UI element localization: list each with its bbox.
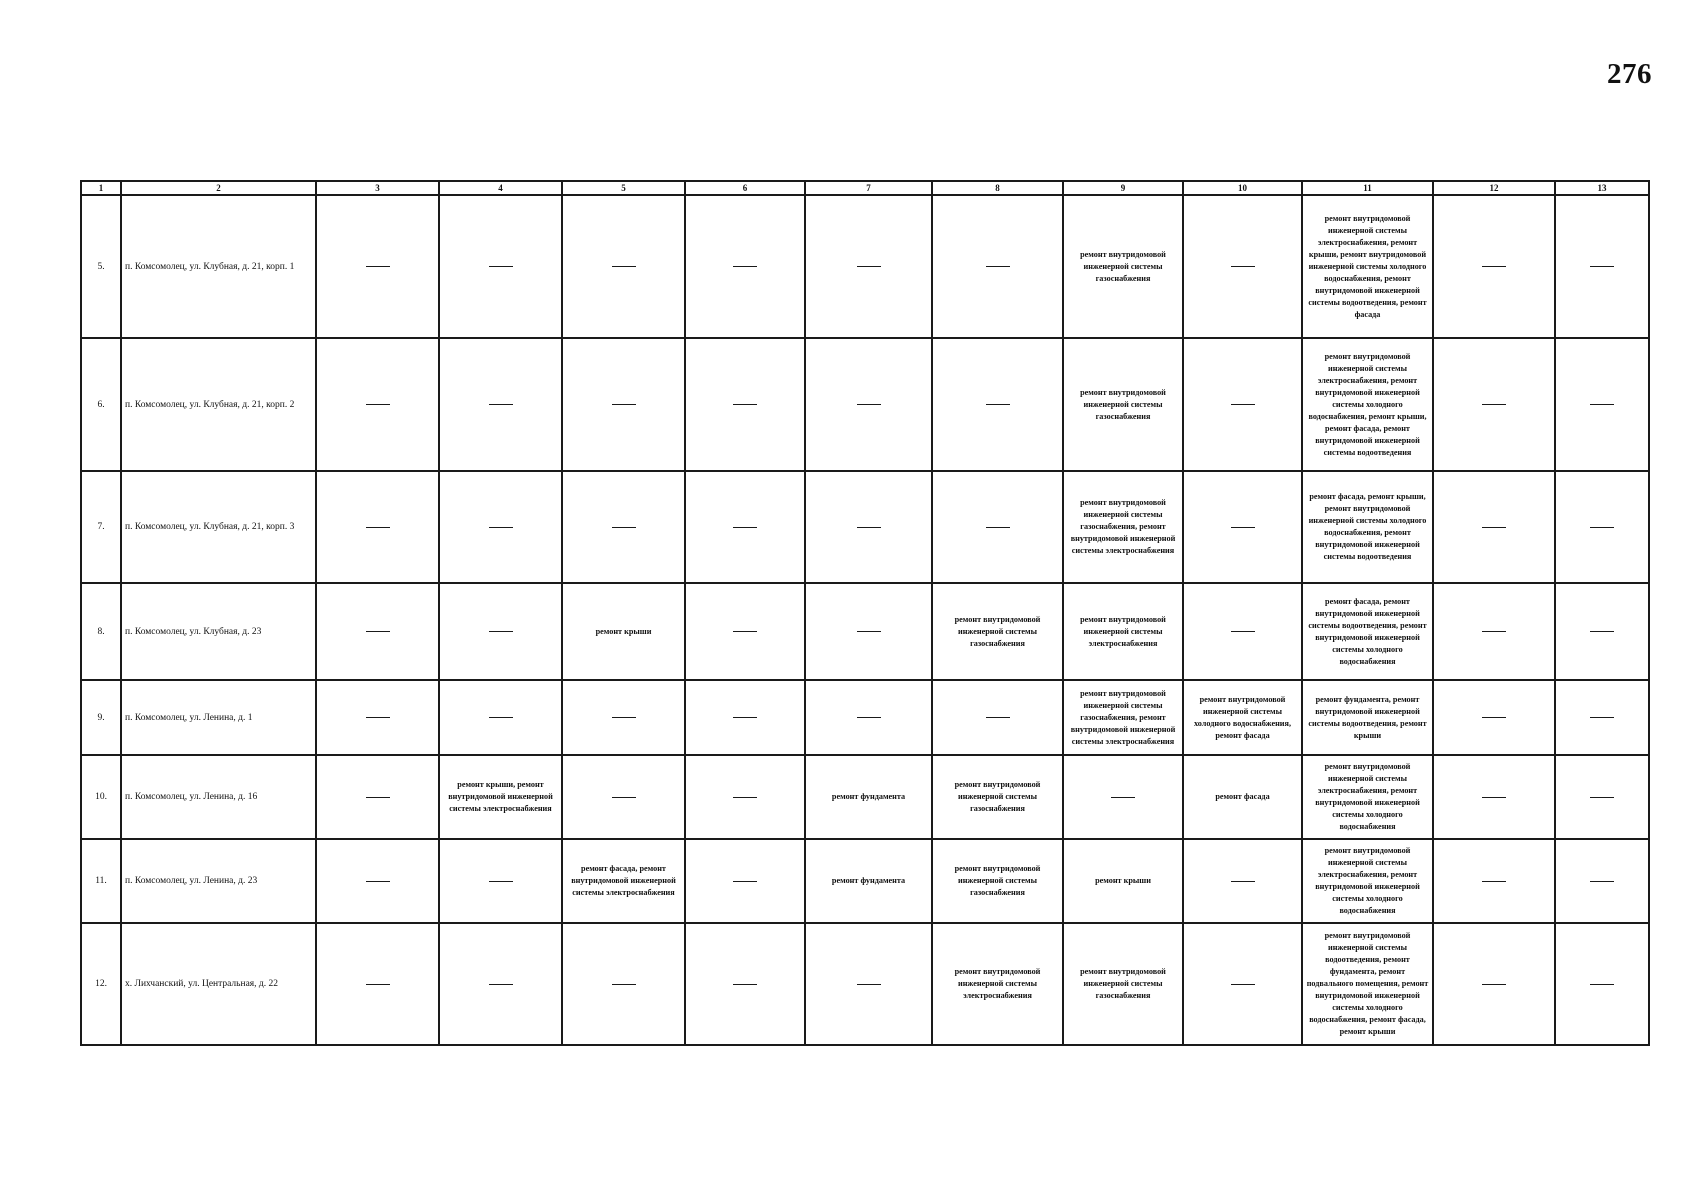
dash-mark — [489, 266, 513, 267]
address-cell: п. Комсомолец, ул. Клубная, д. 21, корп. 3 — [121, 471, 316, 583]
dash-mark — [1482, 797, 1506, 798]
empty-cell — [439, 583, 562, 680]
row-number: 9. — [81, 680, 121, 755]
dash-mark — [1111, 797, 1135, 798]
dash-mark — [1482, 527, 1506, 528]
empty-cell — [805, 338, 932, 471]
dash-mark — [366, 266, 390, 267]
empty-cell — [562, 680, 685, 755]
empty-cell — [1183, 195, 1302, 338]
dash-mark — [1482, 984, 1506, 985]
column-number: 3 — [316, 181, 439, 195]
empty-cell — [1555, 680, 1649, 755]
empty-cell — [316, 755, 439, 839]
repair-schedule-table — [80, 180, 1650, 1046]
work-type-cell: ремонт внутридомовой инженерной системы газоснабжения — [932, 755, 1063, 839]
empty-cell — [439, 471, 562, 583]
row-number: 8. — [81, 583, 121, 680]
empty-cell — [439, 338, 562, 471]
work-type-cell: ремонт внутридомовой инженерной системы газоснабжения — [1063, 338, 1183, 471]
empty-cell — [439, 839, 562, 923]
work-type-cell: ремонт внутридомовой инженерной системы электроснабжения — [932, 923, 1063, 1045]
column-number: 12 — [1433, 181, 1555, 195]
work-type-cell: ремонт внутридомовой инженерной системы газоснабжения — [932, 583, 1063, 680]
empty-cell — [805, 680, 932, 755]
empty-cell — [1183, 338, 1302, 471]
empty-cell — [685, 338, 805, 471]
table-row — [81, 583, 1649, 680]
dash-mark — [986, 404, 1010, 405]
empty-cell — [562, 338, 685, 471]
work-type-cell: ремонт крыши, ремонт внутридомовой инженерной системы электроснабжения — [439, 755, 562, 839]
empty-cell — [1555, 195, 1649, 338]
empty-cell — [1433, 755, 1555, 839]
dash-mark — [366, 797, 390, 798]
empty-cell — [562, 471, 685, 583]
work-type-cell: ремонт внутридомовой инженерной системы водоотведения, ремонт фундамента, ремонт подвального помещения, ремонт внутридомовой инженерной системы холодного водоснабжения, ремонт фасада, ремонт крыши — [1302, 923, 1433, 1045]
dash-mark — [612, 797, 636, 798]
column-number: 2 — [121, 181, 316, 195]
dash-mark — [857, 404, 881, 405]
column-number: 10 — [1183, 181, 1302, 195]
dash-mark — [1231, 404, 1255, 405]
empty-cell — [932, 338, 1063, 471]
work-type-cell: ремонт внутридомовой инженерной системы холодного водоснабжения, ремонт фасада — [1183, 680, 1302, 755]
table-row — [81, 195, 1649, 338]
empty-cell — [685, 923, 805, 1045]
empty-cell — [685, 839, 805, 923]
empty-cell — [1063, 755, 1183, 839]
dash-mark — [489, 881, 513, 882]
empty-cell — [439, 680, 562, 755]
table-row — [81, 923, 1649, 1045]
dash-mark — [857, 631, 881, 632]
empty-cell — [685, 471, 805, 583]
empty-cell — [685, 583, 805, 680]
table-row — [81, 755, 1649, 839]
column-number-row — [81, 181, 1649, 195]
empty-cell — [439, 923, 562, 1045]
work-type-cell: ремонт фундамента — [805, 755, 932, 839]
table-row — [81, 839, 1649, 923]
dash-mark — [1590, 984, 1614, 985]
empty-cell — [932, 195, 1063, 338]
row-number: 12. — [81, 923, 121, 1045]
dash-mark — [612, 984, 636, 985]
dash-mark — [489, 631, 513, 632]
work-type-cell: ремонт внутридомовой инженерной системы газоснабжения, ремонт внутридомовой инженерной системы электроснабжения — [1063, 680, 1183, 755]
empty-cell — [805, 923, 932, 1045]
dash-mark — [1482, 404, 1506, 405]
address-cell: п. Комсомолец, ул. Клубная, д. 21, корп. 2 — [121, 338, 316, 471]
dash-mark — [857, 527, 881, 528]
address-cell: п. Комсомолец, ул. Ленина, д. 16 — [121, 755, 316, 839]
dash-mark — [1590, 404, 1614, 405]
dash-mark — [489, 404, 513, 405]
dash-mark — [612, 404, 636, 405]
dash-mark — [733, 404, 757, 405]
empty-cell — [1183, 839, 1302, 923]
work-type-cell: ремонт внутридомовой инженерной системы газоснабжения — [1063, 195, 1183, 338]
work-type-cell: ремонт фасада — [1183, 755, 1302, 839]
dash-mark — [733, 984, 757, 985]
empty-cell — [1555, 755, 1649, 839]
work-type-cell: ремонт внутридомовой инженерной системы газоснабжения — [1063, 923, 1183, 1045]
column-number: 1 — [81, 181, 121, 195]
dash-mark — [1482, 631, 1506, 632]
work-type-cell: ремонт крыши — [562, 583, 685, 680]
dash-mark — [612, 527, 636, 528]
empty-cell — [685, 755, 805, 839]
row-number: 7. — [81, 471, 121, 583]
dash-mark — [857, 266, 881, 267]
work-type-cell: ремонт внутридомовой инженерной системы электроснабжения, ремонт внутридомовой инженерной системы холодного водоснабжения — [1302, 839, 1433, 923]
empty-cell — [1433, 839, 1555, 923]
empty-cell — [316, 471, 439, 583]
work-type-cell: ремонт внутридомовой инженерной системы электроснабжения, ремонт крыши, ремонт внутридомовой инженерной системы холодного водоснабжения, ремонт внутридомовой инженерной системы водоотведения, ремонт фасада — [1302, 195, 1433, 338]
column-number: 13 — [1555, 181, 1649, 195]
work-type-cell: ремонт фасада, ремонт внутридомовой инженерной системы водоотведения, ремонт внутридомовой инженерной системы холодного водоснабжения — [1302, 583, 1433, 680]
dash-mark — [1590, 527, 1614, 528]
address-cell: п. Комсомолец, ул. Ленина, д. 1 — [121, 680, 316, 755]
dash-mark — [612, 266, 636, 267]
dash-mark — [733, 717, 757, 718]
empty-cell — [685, 195, 805, 338]
dash-mark — [1231, 527, 1255, 528]
empty-cell — [316, 839, 439, 923]
dash-mark — [366, 404, 390, 405]
page-number: 276 — [1607, 58, 1652, 90]
row-number: 6. — [81, 338, 121, 471]
work-type-cell: ремонт фасада, ремонт крыши, ремонт внутридомовой инженерной системы холодного водоснабжения, ремонт внутридомовой инженерной системы водоотведения — [1302, 471, 1433, 583]
empty-cell — [1555, 471, 1649, 583]
dash-mark — [733, 881, 757, 882]
dash-mark — [1590, 717, 1614, 718]
row-number: 5. — [81, 195, 121, 338]
column-number: 7 — [805, 181, 932, 195]
work-type-cell: ремонт внутридомовой инженерной системы электроснабжения — [1063, 583, 1183, 680]
column-number: 5 — [562, 181, 685, 195]
empty-cell — [1433, 338, 1555, 471]
empty-cell — [562, 195, 685, 338]
dash-mark — [366, 631, 390, 632]
work-type-cell: ремонт внутридомовой инженерной системы газоснабжения — [932, 839, 1063, 923]
column-number: 8 — [932, 181, 1063, 195]
empty-cell — [805, 583, 932, 680]
empty-cell — [562, 923, 685, 1045]
work-type-cell: ремонт крыши — [1063, 839, 1183, 923]
empty-cell — [316, 583, 439, 680]
column-number: 11 — [1302, 181, 1433, 195]
address-cell: п. Комсомолец, ул. Клубная, д. 23 — [121, 583, 316, 680]
column-number: 6 — [685, 181, 805, 195]
work-type-cell: ремонт внутридомовой инженерной системы электроснабжения, ремонт внутридомовой инженерной системы холодного водоснабжения — [1302, 755, 1433, 839]
empty-cell — [1433, 195, 1555, 338]
dash-mark — [612, 717, 636, 718]
dash-mark — [489, 717, 513, 718]
work-type-cell: ремонт фундамента, ремонт внутридомовой инженерной системы водоотведения, ремонт крыши — [1302, 680, 1433, 755]
empty-cell — [932, 471, 1063, 583]
empty-cell — [1555, 338, 1649, 471]
dash-mark — [1482, 881, 1506, 882]
dash-mark — [733, 266, 757, 267]
address-cell: х. Лихчанский, ул. Центральная, д. 22 — [121, 923, 316, 1045]
dash-mark — [986, 527, 1010, 528]
column-number: 9 — [1063, 181, 1183, 195]
work-type-cell: ремонт внутридомовой инженерной системы газоснабжения, ремонт внутридомовой инженерной системы электроснабжения — [1063, 471, 1183, 583]
dash-mark — [1482, 266, 1506, 267]
work-type-cell: ремонт внутридомовой инженерной системы электроснабжения, ремонт внутридомовой инженерной системы холодного водоснабжения, ремонт крыши, ремонт фасада, ремонт внутридомовой инженерной системы водоотведения — [1302, 338, 1433, 471]
empty-cell — [1183, 583, 1302, 680]
empty-cell — [316, 338, 439, 471]
dash-mark — [1231, 266, 1255, 267]
dash-mark — [986, 717, 1010, 718]
dash-mark — [489, 527, 513, 528]
dash-mark — [1590, 881, 1614, 882]
empty-cell — [1433, 583, 1555, 680]
table-row — [81, 338, 1649, 471]
dash-mark — [1590, 266, 1614, 267]
dash-mark — [1231, 631, 1255, 632]
dash-mark — [733, 631, 757, 632]
empty-cell — [1555, 839, 1649, 923]
dash-mark — [1231, 984, 1255, 985]
work-type-cell: ремонт фундамента — [805, 839, 932, 923]
dash-mark — [366, 527, 390, 528]
dash-mark — [733, 797, 757, 798]
empty-cell — [1183, 923, 1302, 1045]
dash-mark — [857, 717, 881, 718]
dash-mark — [1590, 797, 1614, 798]
empty-cell — [316, 195, 439, 338]
empty-cell — [932, 680, 1063, 755]
row-number: 10. — [81, 755, 121, 839]
empty-cell — [1433, 923, 1555, 1045]
row-number: 11. — [81, 839, 121, 923]
empty-cell — [1433, 471, 1555, 583]
table-row — [81, 471, 1649, 583]
empty-cell — [1555, 583, 1649, 680]
dash-mark — [1482, 717, 1506, 718]
dash-mark — [366, 881, 390, 882]
address-cell: п. Комсомолец, ул. Клубная, д. 21, корп. 1 — [121, 195, 316, 338]
empty-cell — [1183, 471, 1302, 583]
dash-mark — [366, 984, 390, 985]
empty-cell — [1433, 680, 1555, 755]
address-cell: п. Комсомолец, ул. Ленина, д. 23 — [121, 839, 316, 923]
empty-cell — [805, 195, 932, 338]
dash-mark — [1231, 881, 1255, 882]
empty-cell — [439, 195, 562, 338]
empty-cell — [316, 680, 439, 755]
empty-cell — [805, 471, 932, 583]
table-row — [81, 680, 1649, 755]
dash-mark — [489, 984, 513, 985]
empty-cell — [316, 923, 439, 1045]
dash-mark — [366, 717, 390, 718]
dash-mark — [857, 984, 881, 985]
empty-cell — [1555, 923, 1649, 1045]
dash-mark — [986, 266, 1010, 267]
work-type-cell: ремонт фасада, ремонт внутридомовой инженерной системы электроснабжения — [562, 839, 685, 923]
empty-cell — [562, 755, 685, 839]
dash-mark — [1590, 631, 1614, 632]
table-body — [81, 195, 1649, 1045]
column-number: 4 — [439, 181, 562, 195]
empty-cell — [685, 680, 805, 755]
dash-mark — [733, 527, 757, 528]
